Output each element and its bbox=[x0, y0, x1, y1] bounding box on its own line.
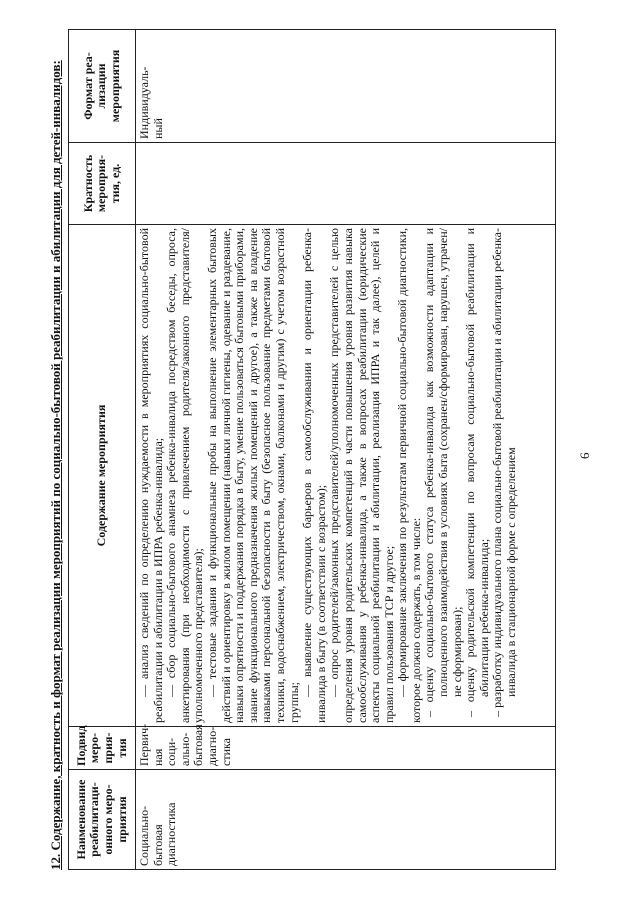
table-row bbox=[136, 30, 556, 870]
content-item: — сбор социально-бытового анамнеза ребенка-инвалида посредством беседы, опроса, анкетирования (при необходимости с привлечением родителя/законного представителя/уполномоченного представителя); bbox=[164, 228, 206, 723]
header-content: Содержание мероприятия bbox=[69, 225, 136, 727]
content-subitem: – оценку родительской компетенции по вопросам социально-бытовой реабилитации и абилитации ребенка-инвалида; bbox=[463, 228, 491, 717]
content-item: — тестовые задания и функциональные пробы на выполнение элементарных бытовых действий и ориентировку в жилом помещении (навыки личной гигиены, одевание и раздевание, навыки опрятности и поддержания порядка в быту, умение пользоваться бытовыми приборами, знание функционального предназначения жилых помещений и другое), а также на владение навыками персональной безопасности в быту (безопасное пользование предметами бытовой техники, водоснабжением, электричеством, окнами, балконами и другим) с учетом возрастной группы; bbox=[204, 228, 301, 723]
header-subtype: Подвид меро- прия- тия bbox=[69, 727, 136, 770]
header-name: Наименование реабилитаци- онного меро- приятия bbox=[69, 770, 136, 870]
header-format: Формат реа- лизации мероприятия bbox=[69, 30, 136, 143]
cell-content bbox=[136, 225, 556, 727]
content-item: — анализ сведений по определению нуждаемости в мероприятиях социально-бытовой реабилитации и абилитации в ИПРА ребенка-инвалида; bbox=[137, 228, 165, 723]
content-item: — выявление существующих барьеров в самообслуживании и ориентации ребенка-инвалида в быту (в соответствии с возрастом); bbox=[300, 228, 328, 723]
cell-subtype: Первич- ная соци- ально- бытовая диагно- стика bbox=[136, 727, 556, 770]
content-item: — опрос родителей/законных представителей/уполномоченных представителей с целью определения уровня родительских компетенций в части повышения уровня развития навыка самообслуживания у ребенка-инвалида, а также в вопросах реабилитации (юридические аспекты социальной реабилитации и абилитации, реализация ИПРА и так далее), целей и правил пользования ТСР и другое; bbox=[327, 228, 396, 723]
page-number: 6 bbox=[577, 452, 592, 459]
cell-frequency bbox=[136, 143, 556, 225]
header-frequency: Кратность мероприя- тия, ед. bbox=[69, 143, 136, 225]
cell-name: Социально- бытовая диагностика bbox=[136, 770, 556, 870]
content-item: — формирование заключения по результатам первичной социально-бытовой диагностики, которое должно содержать, в том числе: bbox=[395, 228, 423, 723]
content-subitem: – разработку индивидуального плана социально-бытовой реабилитации и абилитации ребенка-инвалида в стационарной форме с определением bbox=[490, 228, 519, 717]
section-title: 12. Содержание, кратность и формат реализации мероприятий по социально-бытовой реабилитации и абилитации для детей-инвалидов: bbox=[48, 60, 63, 870]
cell-format: Индивидуаль- ный bbox=[136, 30, 556, 143]
content-subitem: – оценку социально-бытового статуса ребенка-инвалида как возможности адаптации и полноценного взаимодействия в условиях быта (сохранен/сформирован, нарушен, утрачен/не сформирован); bbox=[422, 228, 464, 717]
measures-table bbox=[68, 29, 556, 870]
table-header-row bbox=[69, 30, 136, 870]
